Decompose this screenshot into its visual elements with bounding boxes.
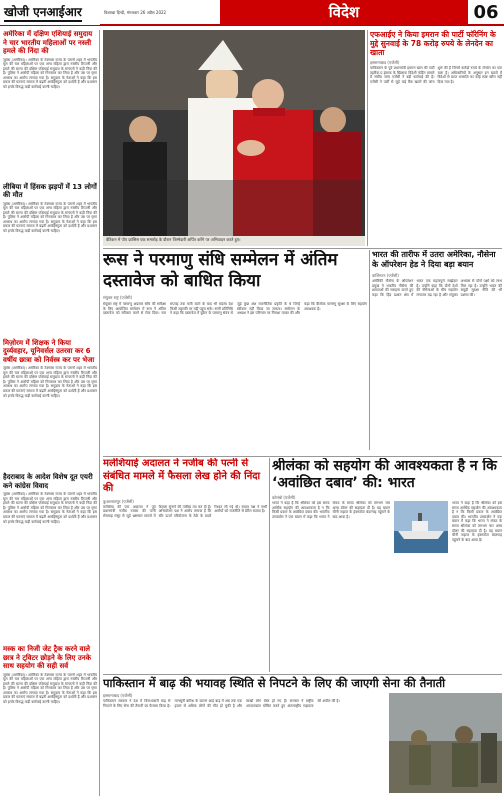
dateline-tag: कोलंबो (एजेंसी) (272, 495, 296, 500)
ship-photo (394, 501, 448, 553)
newspaper-logo[interactable]: खोजी एनआईआर (4, 3, 82, 22)
column-divider (99, 30, 100, 796)
imran-story (370, 30, 502, 246)
pope-photo (103, 30, 365, 236)
malaysia-story (103, 458, 267, 672)
headline-malaysia-najib[interactable]: मलेशियाई अदालत ने नजीब की पत्नी से संबंधित मामले में फैसला लेख होने की निंदा की (103, 458, 261, 494)
headline-us-attack[interactable]: अमेरिका में दक्षिण एशियाई समुदाय ने चार भारतीय महिलाओं पर नस्ली हमले की निंदा की (3, 30, 93, 55)
masthead (0, 0, 504, 26)
pope-ceremony-image (103, 30, 365, 236)
article-body: ज़ूबंस (अमेरिका)। अमेरिका के टेक्सास राज्य के प्लानो शहर में भारतीय मूल की चार महिलाओं पर एक अन्य महिला द्वारा नस्लीय टिप्पणी और हमले की घटना की दक्षिण एशियाई समुदाय के संगठनों ने कड़ी निंदा की है। पुलिस ने आरोपी महिला को गिरफ्तार कर लिया है और उस पर घृणा अपराध का आरोप लगाया गया है। समुदाय के नेताओं ने कहा कि इस प्रकार की घटनाएं समाज में बढ़ती असहिष्णुता को दर्शाती हैं और प्रशासन को इनके विरुद्ध कड़ी कार्रवाई करनी चाहिए। (3, 672, 97, 705)
article-body: भारत ने कहा है कि श्रीलंका को इस समय आर्थिक सहयोग की आवश्यकता है न कि किसी प्रकार के अवांछित दबाव की। भारतीय उच्चायोग ने एक बयान में कहा कि भारत ने संकट के समय श्रीलंका को लगभग चार अरब डॉलर की सहायता दी है। यह बयान चीनी जहाज के हंबनटोटा बंदरगाह पहुंचने के बाद आया है। (452, 501, 502, 542)
section-title: विदेश (220, 0, 468, 25)
headline-srilanka-india[interactable]: श्रीलंका को सहयोग की आवश्यकता है न कि ‘अवांछित दबाव’ की: भारत (272, 458, 497, 491)
article-body: ज़ूबंस (अमेरिका)। अमेरिका के टेक्सास राज्य के प्लानो शहर में भारतीय मूल की चार महिलाओं पर एक अन्य महिला द्वारा नस्लीय टिप्पणी और हमले की घटना की दक्षिण एशियाई समुदाय के संगठनों ने कड़ी निंदा की है। पुलिस ने आरोपी महिला को गिरफ्तार कर लिया है और उस पर घृणा अपराध का आरोप लगाया गया है। समुदाय के नेताओं ने कहा कि इस प्रकार की घटनाएं समाज में बढ़ती असहिष्णुता को दर्शाती हैं और प्रशासन को इनके विरुद्ध कड़ी कार्रवाई करनी चाहिए। (3, 492, 97, 524)
headline-mizoram[interactable]: मिज़ोरम में शिक्षक ने किया दुर्व्यवहार, यूनिवर्सल उतरवा कर 6 वर्षीय छात्रा को निर्वस्त्र कर पर भेजा (3, 338, 95, 364)
headline-hyderabad[interactable]: हैदराबाद के आदेश विशेष दूत एयरी कने कांग्रेस विवाद (3, 473, 93, 490)
photo-caption: वेटिकन में पोप फ्रांसिस एक समारोह के दौरान जिम्मेदारी अर्पित करेंगे पर अभिवादन करते हुए। (103, 236, 365, 246)
srilanka-body-row (272, 501, 502, 641)
article-body: भारत ने कहा है कि श्रीलंका को इस समय आर्थिक सहयोग की आवश्यकता है न कि किसी प्रकार के अवांछित दबाव की। भारतीय उच्चायोग ने एक बयान में कहा कि भारत ने संकट के समय श्रीलंका को लगभग चार अरब डॉलर की सहायता दी है। यह बयान चीनी जहाज के हंबनटोटा बंदरगाह पहुंचने के बाद आया है। (272, 501, 390, 519)
article-body: पाकिस्तान सरकार ने देश में विनाशकारी बाढ़ से निपटने के लिए सेना की तैनाती का फैसला किया है। मानसूनी बारिश के कारण आई बाढ़ में अब तक एक हजार से अधिक लोगों की मौत हो चुकी है और लाखों लोग बेघर हो गए हैं। सरकार ने राष्ट्रीय आपातकाल घोषित करते हुए अंतरराष्ट्रीय सहायता की अपील की है। (103, 699, 340, 708)
row-divider (103, 248, 502, 249)
dateline-tag: संयुक्त राष्ट्र (एजेंसी) (103, 295, 133, 300)
flood-soldiers-image (389, 693, 502, 793)
article-body: ज़ूबंस (अमेरिका)। अमेरिका के टेक्सास राज्य के प्लानो शहर में भारतीय मूल की चार महिलाओं पर एक अन्य महिला द्वारा नस्लीय टिप्पणी और हमले की घटना की दक्षिण एशियाई समुदाय के संगठनों ने कड़ी निंदा की है। पुलिस ने आरोपी महिला को गिरफ्तार कर लिया है और उस पर घृणा अपराध का आरोप लगाया गया है। समुदाय के नेताओं ने कहा कि इस प्रकार की घटनाएं समाज में बढ़ती असहिष्णुता को दर्शाती हैं और प्रशासन को इनके विरुद्ध कड़ी कार्रवाई करनी चाहिए। (3, 201, 97, 234)
article-body: अमेरिकी नौसेना के ऑपरेशन प्रमुख ने भारतीय नौसेना की क्षमताओं की सराहना करते हुए कहा कि हिंद प्रशांत क्षेत्र में भारत एक महत्वपूर्ण साझेदार है। उन्होंने कहा कि दोनों देशों की नौसेनाओं के बीच सहयोग लगातार बढ़ रहा है और संयुक्त अभ्यास से दोनों पक्षों को लाभ मिल रहा है। उन्होंने भारत की समुद्री सुरक्षा नीति की भी प्रशंसा की। (372, 279, 502, 297)
dateline-tag: इस्लामाबाद (एजेंसी) (103, 693, 133, 698)
left-column (3, 30, 97, 798)
headline-musk-jet[interactable]: मस्क का निजी जेट ट्रैक करने वाले छात्र ने ट्विटर छोड़ने के लिए उनके साथ सहयोग की सही सर्व (3, 645, 91, 670)
masthead-logo-area (0, 0, 100, 25)
russia-story (103, 250, 367, 454)
column-divider (269, 458, 270, 672)
srilanka-story (272, 458, 502, 672)
headline-libya[interactable]: लीबिया में हिंसक झड़पों में 13 लोगों की मौत (3, 182, 97, 199)
article-body: पाकिस्तान के पूर्व प्रधानमंत्री इमरान खान की पार्टी तहरीक-ए-इंसाफ के खिलाफ विदेशी फंडिंग मामले में संघीय जांच एजेंसी ने बड़ी कार्रवाई की है। एजेंसी ने पार्टी से जुड़े कई बैंक खातों की जांच शुरू की है जिनमें करोड़ों रुपये के लेनदेन का पता चला है। अधिकारियों के अनुसार इन खातों में विदेशों से प्राप्त धनराशि का कोई स्पष्ट ब्यौरा नहीं दिया गया है। (370, 66, 502, 84)
date-line: विशाखा हिन्दी, मंगलवार 26 अप्रैल 2022 (104, 9, 167, 15)
headline-pakistan-floods[interactable]: पाकिस्तान में बाढ़ की भयावह स्थिति से निपटने के लिए की जाएगी सेना की तैनाती (103, 676, 446, 690)
page-number: 06 (473, 1, 499, 23)
dateline-tag: वाशिंगटन (एजेंसी) (372, 273, 399, 278)
article-body: ज़ूबंस (अमेरिका)। अमेरिका के टेक्सास राज्य के प्लानो शहर में भारतीय मूल की चार महिलाओं पर एक अन्य महिला द्वारा नस्लीय टिप्पणी और हमले की घटना की दक्षिण एशियाई समुदाय के संगठनों ने कड़ी निंदा की है। पुलिस ने आरोपी महिला को गिरफ्तार कर लिया है और उस पर घृणा अपराध का आरोप लगाया गया है। समुदाय के नेताओं ने कहा कि इस प्रकार की घटनाएं समाज में बढ़ती असहिष्णुता को दर्शाती हैं और प्रशासन को इनके विरुद्ध कड़ी कार्रवाई करनी चाहिए। (3, 57, 97, 90)
article-body: संयुक्त राष्ट्र में परमाणु अप्रसार संधि की समीक्षा के लिए आयोजित सम्मेलन में रूस ने अंतिम दस्तावेज को स्वीकार करने से रोक दिया। चार सप्ताह तक चली वार्ता के बाद भी सदस्य देश किसी सहमति पर नहीं पहुंच सके। रूसी प्रतिनिधि ने कहा कि दस्तावेज में यूक्रेन के परमाणु संयंत्र से जुड़े कुछ अंश राजनीतिक प्रकृति के थे जिन्हें स्वीकार नहीं किया जा सकता। सम्मेलन के अध्यक्ष ने इस परिणाम पर निराशा व्यक्त की और कहा कि वैश्विक परमाणु सुरक्षा के लिए सहयोग आवश्यक है। (103, 302, 367, 316)
headline-russia-npt[interactable]: रूस ने परमाणु संधि सम्मेलन में अंतिम दस्तावेज को बाधित किया (103, 250, 338, 291)
row-divider (103, 674, 502, 675)
pakistan-story (103, 676, 502, 798)
dateline-tag: इस्लामाबाद (एजेंसी) (370, 60, 400, 65)
column-divider (367, 30, 368, 246)
headline-us-praise-india[interactable]: भारत की तारीफ में उतरा अमेरिका, नौसेना के ऑपरेशन हेड ने दिया बड़ा बयान (372, 250, 496, 269)
ship-image (394, 501, 448, 553)
article-body: मलेशिया की एक अदालत ने पूर्व प्रधानमंत्री नजीब रजाक की पत्नी रोसमाह मंसूर से जुड़े भ्रष्टाचार मामले में फैसला सुनाने की तारीख तय कर दी है। अभियोजन पक्ष ने आरोप लगाया है कि सौर ऊर्जा परियोजना के ठेके के बदले रिश्वत ली गई थी। बचाव पक्ष ने सभी आरोपों को राजनीति से प्रेरित बताया है। (103, 504, 267, 518)
pakistan-body-row (103, 693, 502, 795)
pakistan-text-block (103, 693, 385, 795)
article-body: ज़ूबंस (अमेरिका)। अमेरिका के टेक्सास राज्य के प्लानो शहर में भारतीय मूल की चार महिलाओं पर एक अन्य महिला द्वारा नस्लीय टिप्पणी और हमले की घटना की दक्षिण एशियाई समुदाय के संगठनों ने कड़ी निंदा की है। पुलिस ने आरोपी महिला को गिरफ्तार कर लिया है और उस पर घृणा अपराध का आरोप लगाया गया है। समुदाय के नेताओं ने कहा कि इस प्रकार की घटनाएं समाज में बढ़ती असहिष्णुता को दर्शाती हैं और प्रशासन को इनके विरुद्ध कड़ी कार्रवाई करनी चाहिए। (3, 366, 97, 398)
headline-imran-khan[interactable]: एफआईए ने किया इमरान की पार्टी फॉरेनिंग के मुद्दे सुनवाई के 78 करोड़ रुपये के लेनदेन का खाता (370, 30, 496, 57)
us-india-story (372, 250, 502, 454)
column-divider (369, 250, 370, 450)
soldiers-photo (389, 693, 502, 793)
dateline-tag: कुआलालंपुर (एजेंसी) (103, 498, 134, 504)
row-divider (103, 456, 502, 457)
